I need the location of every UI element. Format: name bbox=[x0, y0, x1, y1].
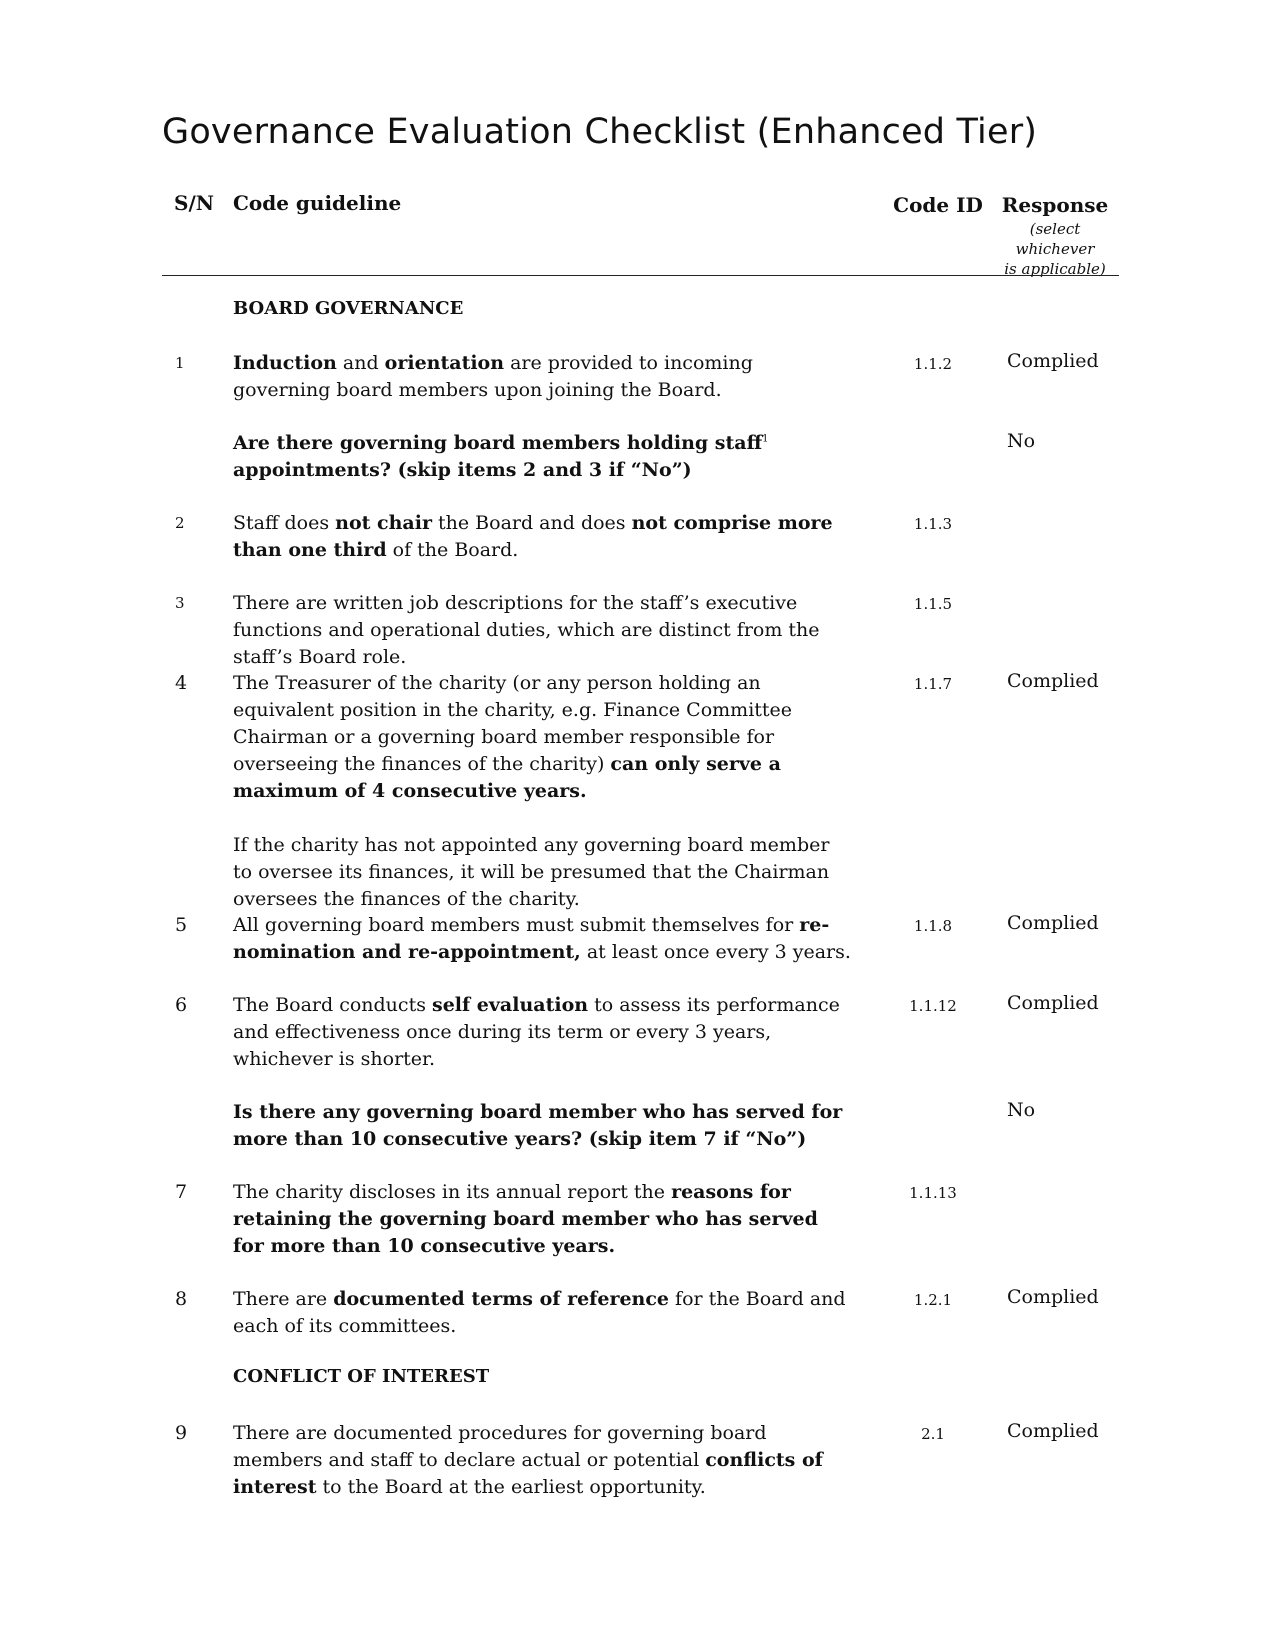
code-id: 1.2.1 bbox=[913, 1291, 953, 1309]
guideline-text: The Board conducts bbox=[233, 994, 432, 1016]
guideline-paragraph bbox=[233, 1286, 853, 1340]
guideline-bold-text: can only serve a maximum of 4 consecutive years. bbox=[233, 753, 781, 802]
code-id: 1.1.5 bbox=[913, 595, 953, 613]
row-number: 1 bbox=[175, 354, 185, 372]
footnote-marker: 1 bbox=[762, 433, 769, 445]
header-response-note bbox=[990, 219, 1120, 279]
guideline-bold-text: self evaluation bbox=[432, 994, 589, 1016]
guideline-text: the Board and does bbox=[431, 512, 632, 534]
row-number: 6 bbox=[175, 994, 188, 1016]
guideline-paragraph bbox=[233, 1099, 853, 1153]
response-value: Complied bbox=[1007, 670, 1099, 692]
guideline-cell bbox=[233, 670, 853, 913]
row-number: 3 bbox=[175, 594, 185, 612]
guideline-paragraph bbox=[233, 510, 853, 564]
guideline-text: The charity discloses in its annual report the bbox=[233, 1181, 672, 1203]
code-id: 1.1.3 bbox=[913, 515, 953, 533]
header-guideline: Code guideline bbox=[233, 191, 402, 215]
row-number: 7 bbox=[175, 1181, 188, 1203]
guideline-cell bbox=[233, 912, 853, 966]
guideline-paragraph bbox=[233, 430, 853, 484]
guideline-bold-text: appointments? (skip items 2 and 3 if “No”) bbox=[233, 459, 692, 481]
guideline-bold-text: reasons for retaining the governing board member who has served for more than 10 consecutive years. bbox=[233, 1181, 818, 1257]
code-id: 1.1.2 bbox=[913, 355, 953, 373]
response-value: Complied bbox=[1007, 1286, 1099, 1308]
response-value: No bbox=[1007, 430, 1036, 452]
guideline-text: of the Board. bbox=[386, 539, 519, 561]
section-board-governance: BOARD GOVERNANCE bbox=[233, 298, 464, 319]
page-title: Governance Evaluation Checklist (Enhanced Tier) bbox=[162, 112, 1038, 152]
code-id: 1.1.7 bbox=[913, 675, 953, 693]
guideline-bold-text: not comprise more than one third bbox=[233, 512, 833, 561]
guideline-cell bbox=[233, 1099, 853, 1153]
guideline-paragraph bbox=[233, 670, 853, 805]
guideline-cell bbox=[233, 510, 853, 564]
code-id: 1.1.12 bbox=[909, 997, 957, 1015]
guideline-bold-text: Induction bbox=[233, 352, 337, 374]
header-response-note-line2: is applicable) bbox=[1004, 260, 1106, 278]
guideline-text: The Treasurer of the charity (or any person holding an equivalent position in the charity, e.g. Finance Committee Chairman or a governing board member responsible for overseeing the finances of the charity) bbox=[233, 672, 793, 775]
header-code-id: Code ID bbox=[893, 193, 983, 217]
guideline-text: at least once every 3 years. bbox=[580, 941, 851, 963]
guideline-note: If the charity has not appointed any governing board member to oversee its finances, it will be presumed that the Chairman oversees the finances of the charity. bbox=[233, 834, 830, 910]
guideline-bold-text: conflicts of interest bbox=[233, 1449, 823, 1498]
guideline-text: There are bbox=[233, 1288, 334, 1310]
guideline-text: Staff does bbox=[233, 512, 336, 534]
guideline-bold-text: orientation bbox=[384, 352, 505, 374]
guideline-paragraph bbox=[233, 350, 853, 404]
row-number: 2 bbox=[175, 514, 185, 532]
header-response-note-line1: (select whichever bbox=[1015, 220, 1095, 258]
guideline-bold-text: Is there any governing board member who has served for more than 10 consecutive years? (skip item 7 if “No”) bbox=[233, 1101, 843, 1150]
header-divider bbox=[162, 275, 1119, 276]
guideline-cell bbox=[233, 350, 853, 404]
guideline-cell bbox=[233, 1420, 853, 1501]
code-id: 1.1.13 bbox=[909, 1184, 957, 1202]
header-response: Response bbox=[1001, 193, 1109, 217]
guideline-text: to assess its performance and effectiveness once during its term or every 3 years, whichever is shorter. bbox=[233, 994, 840, 1070]
response-value: Complied bbox=[1007, 350, 1099, 372]
guideline-cell bbox=[233, 430, 853, 484]
response-value: No bbox=[1007, 1099, 1036, 1121]
guideline-text: are provided to incoming governing board members upon joining the Board. bbox=[233, 352, 753, 401]
guideline-bold-text: re-nomination and re-appointment, bbox=[233, 914, 830, 963]
guideline-text: to the Board at the earliest opportunity. bbox=[316, 1476, 706, 1498]
guideline-text: There are documented procedures for governing board members and staff to declare actual or potential bbox=[233, 1422, 767, 1471]
guideline-paragraph bbox=[233, 912, 853, 966]
guideline-text: There are written job descriptions for the staff’s executive functions and operational duties, which are distinct from the staff’s Board role. bbox=[233, 592, 820, 668]
guideline-paragraph bbox=[233, 992, 853, 1073]
guideline-text: for the Board and each of its committees. bbox=[233, 1288, 846, 1337]
response-value: Complied bbox=[1007, 992, 1099, 1014]
row-number: 9 bbox=[175, 1422, 188, 1444]
response-value: Complied bbox=[1007, 912, 1099, 934]
guideline-text: All governing board members must submit themselves for bbox=[233, 914, 800, 936]
guideline-bold-text: documented terms of reference bbox=[333, 1288, 670, 1310]
guideline-cell bbox=[233, 590, 853, 671]
guideline-paragraph bbox=[233, 1420, 853, 1501]
guideline-bold-text: Are there governing board members holding staff bbox=[233, 432, 763, 454]
guideline-paragraph bbox=[233, 590, 853, 671]
guideline-paragraph bbox=[233, 1179, 853, 1260]
guideline-cell bbox=[233, 992, 853, 1073]
guideline-text: and bbox=[336, 352, 385, 374]
row-number: 4 bbox=[175, 672, 188, 694]
guideline-cell bbox=[233, 1179, 853, 1260]
row-number: 5 bbox=[175, 914, 188, 936]
guideline-cell bbox=[233, 1286, 853, 1340]
response-value: Complied bbox=[1007, 1420, 1099, 1442]
row-number: 8 bbox=[175, 1288, 188, 1310]
code-id: 1.1.8 bbox=[913, 917, 953, 935]
section-conflict-of-interest: CONFLICT OF INTEREST bbox=[233, 1366, 490, 1387]
guideline-bold-text: not chair bbox=[335, 512, 432, 534]
header-sn: S/N bbox=[174, 191, 215, 215]
code-id: 2.1 bbox=[921, 1425, 945, 1443]
